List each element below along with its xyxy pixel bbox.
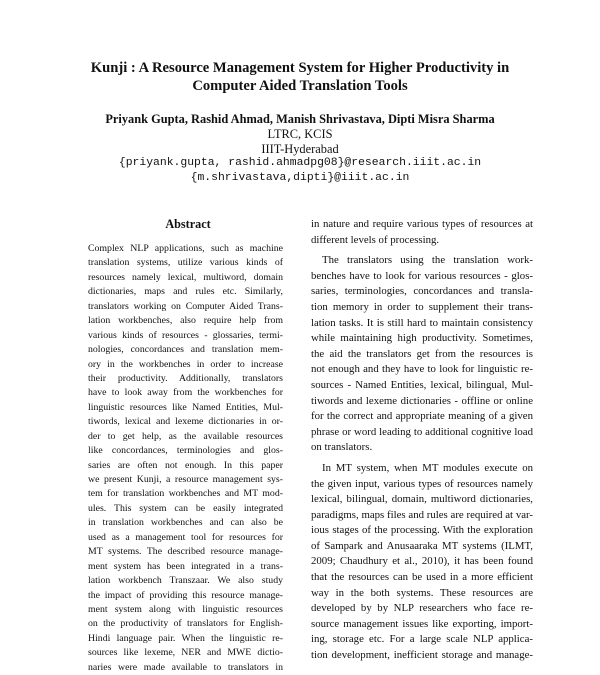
text-line: developed by by NLP researchers who face re- <box>311 602 533 615</box>
text-line: on translators. <box>311 441 373 454</box>
text-line: tiwords, lexical and lexeme dictionaries in or- <box>88 416 283 428</box>
paragraph-continued <box>311 217 533 248</box>
text-line: paradigms, maps files and rules are required at var- <box>311 508 533 521</box>
text-line: Complex NLP applications, such as machine <box>88 243 283 254</box>
author-list: Priyank Gupta, Rashid Ahmad, Manish Shrivastava, Dipti Misra Sharma <box>105 112 495 126</box>
text-line: that the resources can be used in a more efficient <box>311 571 533 584</box>
text-line: ment system along with linguistic resources <box>88 603 283 615</box>
text-line: ules. This system can be easily integrated <box>88 502 283 514</box>
text-line: linguistic resources like Named Entities, Mul- <box>88 401 283 413</box>
text-line: saries are often not enough. In this paper <box>88 459 283 471</box>
text-line: saries, terminologies, concordances and transla- <box>311 285 533 298</box>
paragraph-translators <box>311 253 533 456</box>
text-line: have to look away from the workbenches for <box>88 387 283 399</box>
paragraph-mt-system <box>311 461 533 664</box>
paper-title <box>60 59 540 95</box>
text-line: translation systems, utilize various kinds of <box>88 257 283 269</box>
text-line: lation tasks. It is still hard to maintain consistency <box>311 316 533 329</box>
affiliation-lab: LTRC, KCIS <box>267 127 333 141</box>
text-line: the aid the translators get from the resources is <box>311 347 533 360</box>
title-line-2: Computer Aided Translation Tools <box>192 78 408 94</box>
text-line: 2009; Chaudhury et al., 2010), it has been found <box>311 555 533 568</box>
text-line: naries were made available to translators in <box>88 661 283 673</box>
text-line: lexical, bilingual, domain, multiword dictionaries, <box>311 493 533 506</box>
right-column-body <box>311 217 533 662</box>
abstract-heading: Abstract <box>165 217 211 231</box>
text-line: nologies, concordances and translation mem- <box>88 344 283 356</box>
text-line: tem for translation workbenches and MT mod- <box>88 488 283 500</box>
title-line-1: Kunji : A Resource Management System for Higher Productivity in <box>90 60 510 76</box>
text-line: sources - Named Entities, lexical, bilingual, Mul- <box>311 378 533 391</box>
text-line: in nature and require various types of resources at <box>311 218 533 230</box>
text-line: the impact of providing this resource manage- <box>88 589 283 601</box>
text-line: in translation workbenches and can also be <box>88 517 283 529</box>
text-line: The translators using the translation work- <box>322 254 533 267</box>
text-line: phrase or word leading to additional cognitive load <box>311 425 533 438</box>
text-line: In MT system, when MT modules execute on <box>322 461 533 474</box>
text-line: lation workbenches, also require help from <box>88 315 283 327</box>
text-line: resources namely lexical, multiword, domain <box>88 271 283 283</box>
text-line: ing, storage etc. For a large scale NLP applica- <box>311 633 533 646</box>
author-email-line-2: {m.shrivastava,dipti}@iiit.ac.in <box>190 172 410 184</box>
text-line: der to get help, as the available resources <box>88 430 283 442</box>
text-line: Hindi language pair. When the linguistic re- <box>88 632 283 644</box>
text-line: of Sampark and Anusaaraka MT systems (ILMT, <box>311 539 533 552</box>
text-line: ment system has been integrated in a trans- <box>88 560 283 572</box>
affiliation-institute: IIIT-Hyderabad <box>261 142 339 156</box>
text-line: lation workbench Transzaar. We also study <box>88 575 283 587</box>
text-line: translators working on Computer Aided Trans- <box>88 300 283 312</box>
text-line: ory in the workbenches in order to increase <box>88 358 283 370</box>
text-line: different levels of processing. <box>311 233 440 246</box>
author-email-line-1: {priyank.gupta, rashid.ahmadpg08}@research.iiit.ac.in <box>118 157 482 169</box>
text-line: tion memory in order to supplement their trans- <box>311 300 533 313</box>
text-line: MT systems. The described resource manage- <box>88 546 283 558</box>
text-line: while maintaining high productivity. Sometimes, <box>311 332 533 345</box>
text-line: benches have to look for various resources - glos- <box>311 269 533 282</box>
text-line: for the correct and appropriate meaning of a given <box>311 410 533 423</box>
text-line: their productivity. Additionally, translators <box>88 372 283 384</box>
text-line: tiwords and lexeme dictionaries - offline or online <box>311 394 533 407</box>
text-line: not enough and they have to look for linguistic re- <box>311 363 533 376</box>
text-line: tion development, inefficient storage and manage- <box>311 649 533 662</box>
text-line: various kinds of resources - glossaries, termi- <box>88 329 283 341</box>
text-line: used as a management tool for resources for <box>88 531 283 543</box>
text-line: the given input, various types of resources namely <box>311 477 533 490</box>
abstract-body <box>88 242 283 673</box>
text-line: ious stages of the processing. With the exploration <box>311 524 533 537</box>
text-line: on the productivity of translators for English- <box>88 618 283 630</box>
text-line: we present Kunji, a resource management sys- <box>88 474 283 485</box>
text-line: way in the both systems. These resources are <box>311 586 533 599</box>
text-line: sources like lexeme, NER and MWE dictio- <box>88 647 283 659</box>
text-line: source management issues like exporting, import- <box>311 617 533 630</box>
text-line: like concordances, terminologies and glos- <box>88 445 283 457</box>
text-line: dictionaries, maps and rules etc. Similarly, <box>88 286 283 298</box>
